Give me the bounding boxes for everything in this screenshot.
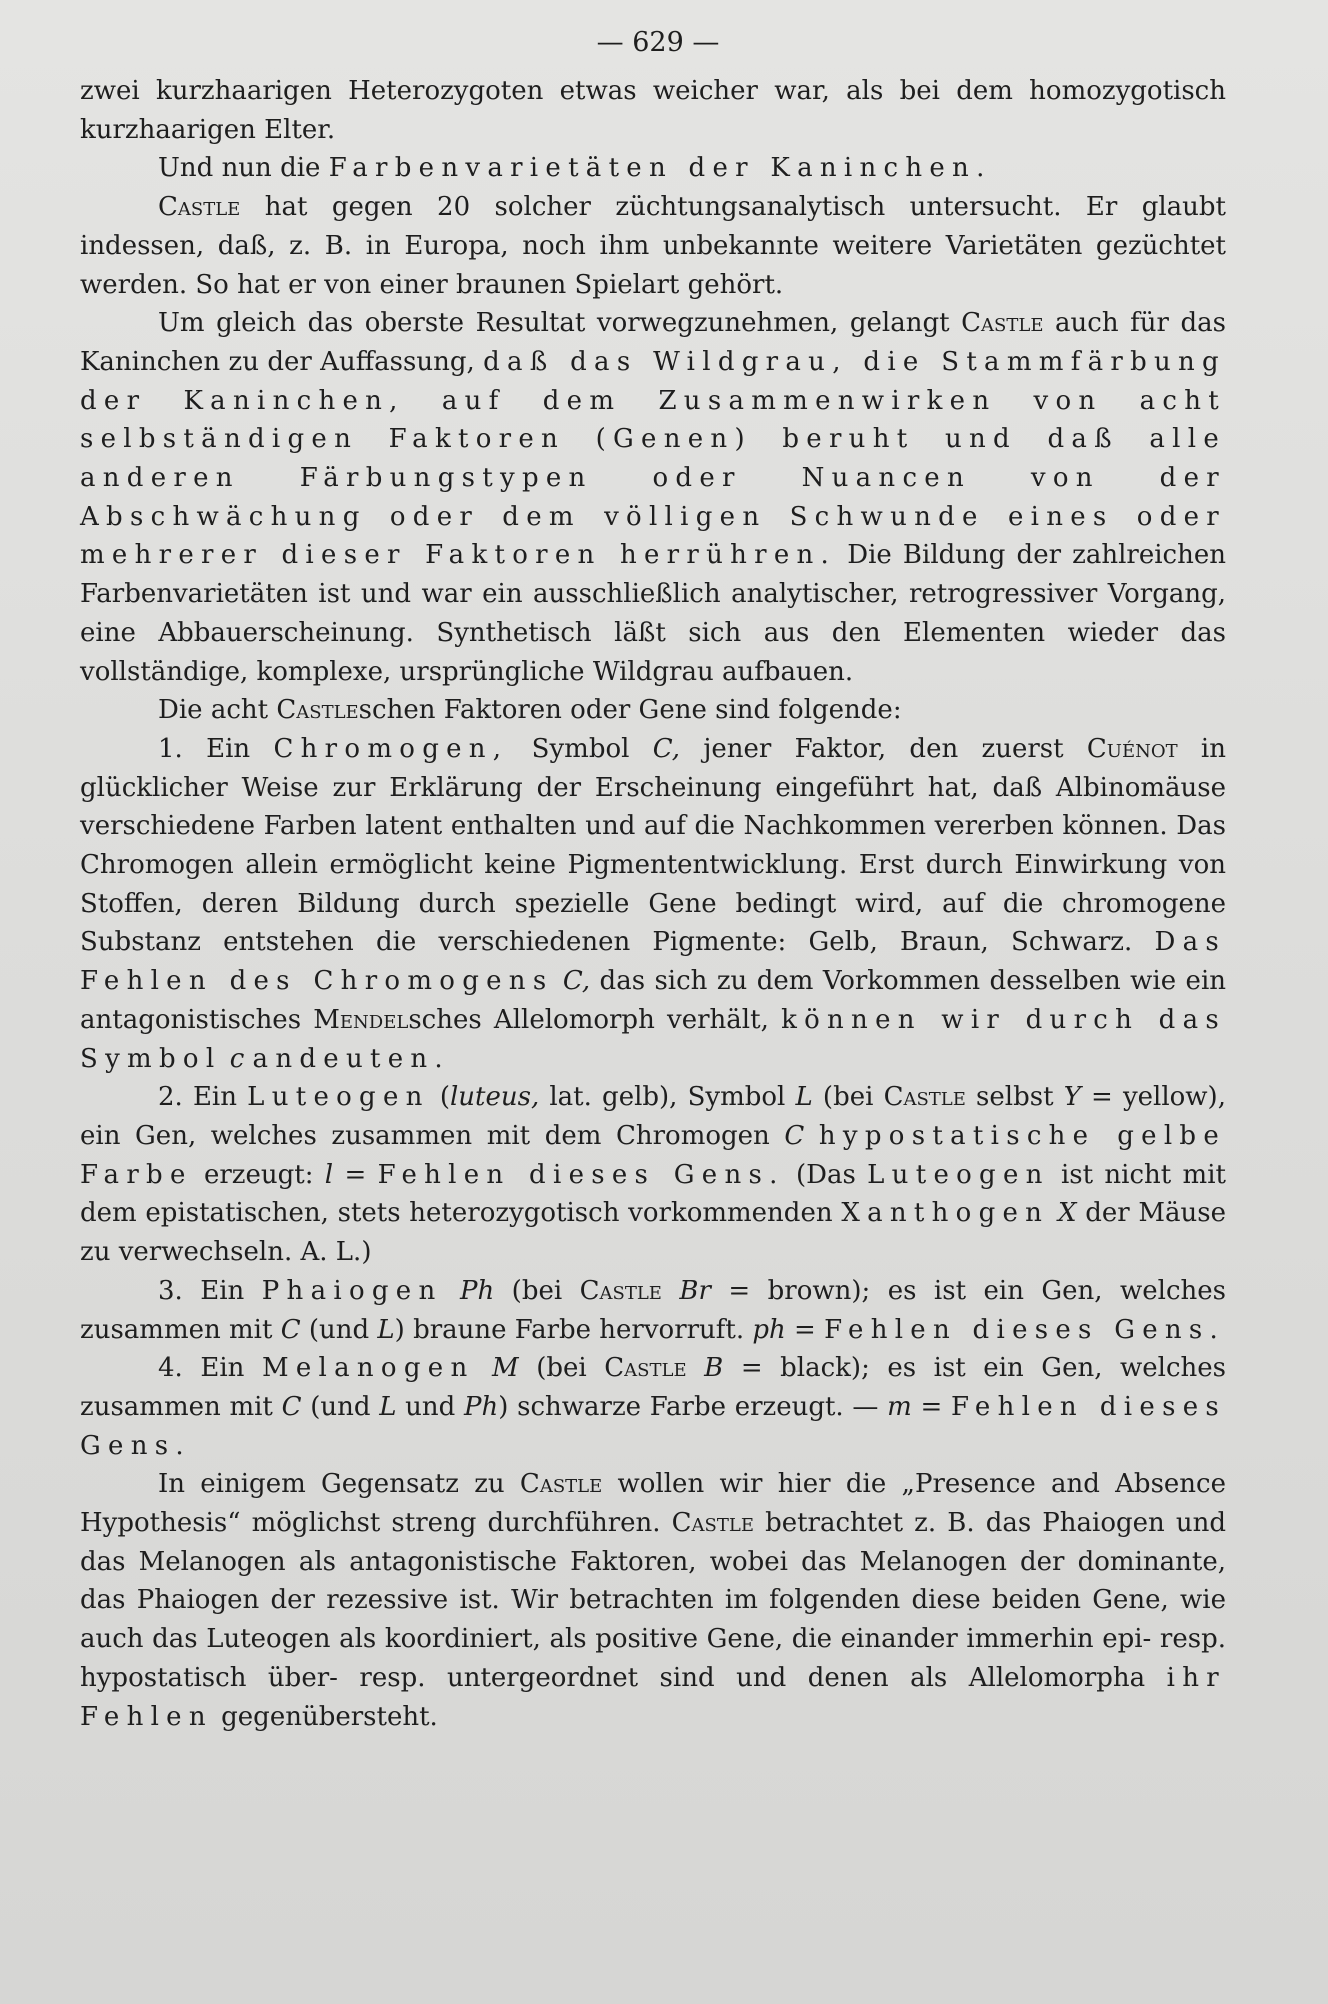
author-name: Castle [604,1353,687,1384]
text-run [443,1276,460,1306]
text-run: Um gleich das oberste Resultat vorwegzunehmen, gelangt [158,308,962,339]
text-run: der Mäuse zu verwechseln. A. L.) [80,1198,1226,1268]
text-run: ist nicht mit dem epistatischen, stets heterozygotisch vorkommenden [80,1159,1226,1229]
author-name: Mendel [313,1004,409,1035]
text-run: (bei [494,1275,580,1306]
emphasized-text: Chromogen, [273,733,509,764]
text-run: (bei [812,1082,884,1113]
gene-symbol: L [377,1314,395,1345]
gene-symbol: L [379,1391,397,1422]
gene-symbol: X [1057,1198,1077,1229]
gene-symbol: M [492,1353,519,1384]
latin-term: luteus, [449,1082,540,1113]
paragraph-presence-absence [80,1465,1226,1736]
text-run: das sich zu dem Vorkommen desselben wie ein antagonistisches [80,966,1227,1035]
gene-symbol: B [704,1353,724,1384]
text-run [1049,1198,1058,1228]
paragraph-factor-chromogen [80,730,1226,1078]
text-run: schen Faktoren oder Gene sind folgende: [358,695,902,726]
text-run [662,1276,679,1306]
emphasized-text: andeuten. [252,1043,450,1074]
text-run: gegenübersteht. [212,1701,438,1732]
text-run: ) schwarze Farbe erzeugt. — [498,1391,888,1422]
text-run: ( [429,1082,450,1113]
author-name: Castle [519,1469,603,1500]
text-run: = [911,1391,952,1422]
gene-symbol: Ph [459,1275,495,1306]
author-name: Castle [671,1508,754,1539]
gene-symbol: C [281,1391,302,1422]
paragraph-factor-melanogen [80,1349,1226,1465]
emphasized-text: Luteogen [247,1082,430,1113]
text-run: auch für das Kaninchen zu der Auffassung, [80,308,1226,377]
emphasized-text: Fehlen dieses Gens. [377,1159,785,1190]
text-run: In einigem Gegensatz zu [158,1469,520,1500]
text-run: in glücklicher Weise zur Erklärung der Erscheinung eingeführt hat, daß Albinomäuse verschiedene Farben latent enthalten und auf die Nachkommen vererben können. Das Chromogen allein ermöglicht keine Pigmententwicklung. Erst durch Einwirkung von Stoffen, deren Bildung durch spezielle Gene bedingt wird, auf die chromogene Substanz entstehen die verschiedenen Pigmente: Gelb, Braun, Schwarz. [80,733,1226,958]
text-run: zwei kurzhaarigen Heterozygoten etwas weicher war, als bei dem homozygotisch kurzhaarigen Elter. [80,76,1226,145]
text-run: Und nun die [158,153,329,184]
gene-symbol: Y [1063,1082,1081,1113]
text-run: = yellow), ein Gen, welches zusammen mit dem Chromogen [80,1082,1226,1151]
emphasized-text: ihr Fehlen [80,1662,1226,1732]
paragraph-continuation [80,72,1226,149]
text-run: jener Faktor, den zuerst [680,733,1087,764]
emphasized-text: Xanthogen [841,1198,1050,1229]
author-name: Cuénot [1086,733,1178,764]
text-run: Die acht [158,695,277,726]
gene-symbol: m [887,1391,912,1422]
gene-symbol: C [280,1314,301,1345]
paragraph-section-intro [80,149,1226,188]
text-run [244,1044,252,1074]
text-run: und [396,1391,465,1422]
emphasized-text: Fehlen dieses Gens. [824,1314,1226,1345]
text-run: (und [301,1391,380,1422]
author-name: Castle [579,1275,662,1306]
text-run [804,1121,819,1151]
text-run: selbst [965,1082,1064,1113]
emphasized-text: Fehlen dieses Gens. [80,1391,1226,1461]
paragraph-factor-phaiogen [80,1272,1226,1349]
page-number: — 629 — [596,27,720,58]
emphasized-text: Das Fehlen des Chromogens [80,927,1226,997]
text-run [221,1044,229,1074]
gene-symbol: ph [752,1314,786,1345]
text-run: hat gegen 20 solcher züchtungsanalytisch untersucht. Er glaubt indessen, daß, z. B. in Europa, noch ihm unbekannte weitere Varietäten gezüchtet werden. So hat er von einer braunen Spielart gehört. [80,192,1226,300]
text-run: erzeugt: [192,1159,325,1190]
paragraph-main-result [80,304,1226,691]
text-run: 3. Ein [158,1275,262,1306]
author-name: Castle [158,192,241,223]
spaced-heading-text: Farbenvarietäten der Kaninchen. [328,153,992,184]
text-run: betrachtet z. B. das Phaiogen und das Melanogen als antagonistische Faktoren, wobei das Melanogen der dominante, das Phaiogen der rezessive ist. Wir betrachten im folgenden diese beiden Gene, wie auch das Luteogen als koordiniert, als positive Gene, die einander immerhin epi- resp. hypostatisch über- resp. untergeordnet sind und denen als Allelomorpha [80,1508,1226,1693]
text-run: wollen wir hier die „Presence and Absence Hypothesis“ möglichst streng durchführen. [80,1469,1226,1539]
author-name: Castle [961,308,1044,339]
text-run: (und [300,1314,378,1345]
author-name: Castle [276,695,359,726]
emphasized-text: daß das Wildgrau, die Stammfärbung der Kaninchen, auf dem Zusammenwirken von acht selbständigen Faktoren (Genen) beruht und daß alle anderen Färbungstypen oder Nuancen von der Abschwächung oder dem völligen Schwunde eines oder mehrerer dieser Faktoren herrühren. [80,346,1226,571]
gene-symbol: C [784,1120,805,1151]
paragraph-factors-intro [80,691,1226,730]
emphasized-text: Phaiogen [261,1275,443,1306]
gene-symbol: Br [679,1275,711,1306]
text-run: = brown); es ist ein Gen, welches zusammen mit [80,1275,1227,1345]
text-run: (Das [784,1159,868,1190]
text-run: (bei [518,1353,605,1384]
gene-symbol: C, [652,733,680,764]
text-run: = [785,1314,825,1345]
emphasized-text: Melanogen [261,1353,475,1384]
paragraph-castle-varieties [80,188,1226,304]
text-run [474,1353,492,1383]
paragraph-factor-luteogen [80,1078,1226,1272]
text-run: Symbol [508,733,653,764]
text-run [553,966,562,996]
text-run: 4. Ein [158,1353,262,1384]
text-run: = black); es ist ein Gen, welches zusammen mit [80,1353,1227,1422]
emphasized-text: können wir durch das Symbol [80,1004,1226,1074]
text-run: = [333,1159,378,1190]
gene-symbol: Ph [464,1391,499,1422]
author-name: Castle [883,1082,966,1113]
text-run: sches Allelomorph verhält, [408,1004,782,1035]
text-run: 2. Ein [158,1082,248,1113]
text-run: Die Bildung der zahlreichen Farbenvarietäten ist und war ein ausschließlich analytischer, retrogressiver Vorgang, eine Abbauerscheinung. Synthetisch läßt sich aus den Elementen wieder das vollständige, komplexe, ursprüngliche Wildgrau aufbauen. [80,540,1226,687]
emphasized-text: Luteogen [867,1159,1050,1190]
emphasized-text: hypostatische gelbe Farbe [80,1120,1226,1190]
text-run [687,1353,705,1383]
gene-symbol: L [795,1082,813,1113]
gene-symbol: c [229,1043,245,1074]
gene-symbol: l [324,1159,334,1190]
text-run: 1. Ein [158,733,274,764]
gene-symbol: C, [562,966,591,997]
text-run: lat. gelb), Symbol [539,1082,796,1113]
text-run: ) braune Farbe hervorruft. [394,1314,753,1345]
